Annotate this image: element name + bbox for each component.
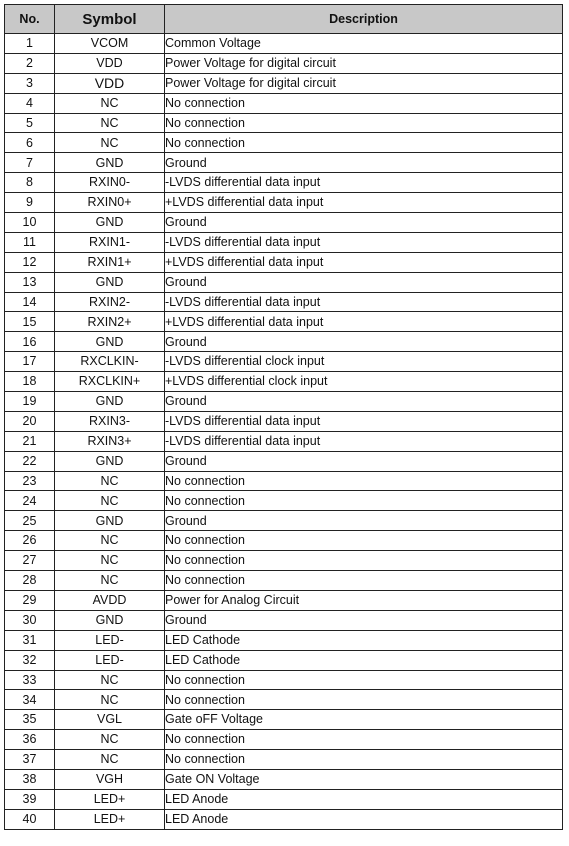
pin-symbol: NC [55,690,165,710]
pin-description: Ground [165,610,563,630]
pin-number: 24 [5,491,55,511]
table-row [5,73,563,93]
pin-number: 17 [5,352,55,372]
pin-symbol: GND [55,272,165,292]
pin-number: 38 [5,769,55,789]
table-row [5,710,563,730]
table-row [5,650,563,670]
pin-symbol: GND [55,213,165,233]
table-row [5,392,563,412]
pin-number: 36 [5,730,55,750]
header-symbol: Symbol [55,5,165,34]
pin-symbol: RXIN2+ [55,312,165,332]
table-row [5,193,563,213]
pin-description: No connection [165,670,563,690]
pin-description: Ground [165,392,563,412]
pin-number: 19 [5,392,55,412]
pin-description: Ground [165,153,563,173]
pin-number: 4 [5,93,55,113]
pin-symbol: VGH [55,769,165,789]
pin-description: No connection [165,750,563,770]
pin-description: No connection [165,491,563,511]
pin-number: 18 [5,372,55,392]
pin-symbol: RXIN0+ [55,193,165,213]
pin-description: Ground [165,213,563,233]
table-row [5,133,563,153]
table-row [5,750,563,770]
pin-description: Ground [165,332,563,352]
pin-symbol: GND [55,610,165,630]
table-row [5,272,563,292]
pin-description: +LVDS differential data input [165,193,563,213]
table-row [5,471,563,491]
table-row [5,610,563,630]
table-row [5,431,563,451]
pin-rows [5,34,563,830]
pin-symbol: RXIN0- [55,173,165,193]
table-row [5,232,563,252]
table-row [5,213,563,233]
table-row [5,292,563,312]
pin-number: 8 [5,173,55,193]
pin-number: 11 [5,232,55,252]
table-row [5,451,563,471]
pin-description: LED Cathode [165,630,563,650]
pin-symbol: VGL [55,710,165,730]
pin-symbol: RXIN1- [55,232,165,252]
table-row [5,551,563,571]
pin-symbol: RXIN3+ [55,431,165,451]
table-row [5,590,563,610]
pin-symbol: LED- [55,630,165,650]
table-row [5,491,563,511]
pin-number: 6 [5,133,55,153]
table-row [5,113,563,133]
pin-number: 2 [5,53,55,73]
pin-description: No connection [165,551,563,571]
pin-description: -LVDS differential data input [165,173,563,193]
pin-number: 33 [5,670,55,690]
pin-number: 40 [5,809,55,829]
pin-symbol: RXCLKIN- [55,352,165,372]
table-row [5,690,563,710]
pin-description: Power Voltage for digital circuit [165,73,563,93]
pin-number: 1 [5,34,55,54]
pin-number: 31 [5,630,55,650]
pin-symbol: LED+ [55,789,165,809]
table-row [5,809,563,829]
pin-symbol: NC [55,113,165,133]
pin-symbol: NC [55,133,165,153]
pin-number: 9 [5,193,55,213]
pin-description: Common Voltage [165,34,563,54]
pin-number: 21 [5,431,55,451]
pin-symbol: GND [55,153,165,173]
table-row [5,53,563,73]
pin-description: -LVDS differential data input [165,292,563,312]
table-row [5,252,563,272]
pin-number: 10 [5,213,55,233]
pin-number: 22 [5,451,55,471]
pin-description: No connection [165,730,563,750]
pin-symbol: RXIN3- [55,411,165,431]
table-row [5,730,563,750]
table-row [5,670,563,690]
table-header-row [5,5,563,34]
table-row [5,531,563,551]
pin-symbol: RXCLKIN+ [55,372,165,392]
pin-symbol: AVDD [55,590,165,610]
pin-description: -LVDS differential data input [165,431,563,451]
pin-number: 25 [5,511,55,531]
table-row [5,153,563,173]
pin-number: 15 [5,312,55,332]
pin-number: 37 [5,750,55,770]
pin-description: No connection [165,113,563,133]
pin-number: 3 [5,73,55,93]
table-row [5,630,563,650]
pin-number: 29 [5,590,55,610]
pin-symbol: NC [55,93,165,113]
header-no: No. [5,5,55,34]
pin-symbol: VCOM [55,34,165,54]
pin-assignment-table [4,4,563,830]
pin-number: 14 [5,292,55,312]
pin-number: 27 [5,551,55,571]
pin-description: No connection [165,531,563,551]
pin-description: -LVDS differential data input [165,232,563,252]
pin-number: 13 [5,272,55,292]
table-row [5,93,563,113]
table-row [5,352,563,372]
pin-description: +LVDS differential data input [165,252,563,272]
pin-number: 26 [5,531,55,551]
pin-symbol: RXIN2- [55,292,165,312]
pin-symbol: NC [55,670,165,690]
table-row [5,372,563,392]
pin-description: Power Voltage for digital circuit [165,53,563,73]
pin-symbol: LED- [55,650,165,670]
pin-symbol: NC [55,750,165,770]
table-row [5,332,563,352]
pin-symbol: NC [55,551,165,571]
header-description: Description [165,5,563,34]
pin-symbol: NC [55,571,165,591]
table-row [5,511,563,531]
pin-description: Ground [165,272,563,292]
pin-description: Power for Analog Circuit [165,590,563,610]
pin-symbol: LED+ [55,809,165,829]
table-row [5,312,563,332]
table-row [5,411,563,431]
pin-symbol: GND [55,451,165,471]
pin-description: Gate ON Voltage [165,769,563,789]
pin-number: 5 [5,113,55,133]
pin-number: 28 [5,571,55,591]
pin-symbol: GND [55,511,165,531]
pin-description: No connection [165,133,563,153]
pin-description: -LVDS differential clock input [165,352,563,372]
pin-symbol: NC [55,471,165,491]
pin-description: No connection [165,471,563,491]
pin-description: +LVDS differential clock input [165,372,563,392]
pin-description: +LVDS differential data input [165,312,563,332]
pin-number: 35 [5,710,55,730]
pin-symbol: VDD [55,53,165,73]
pin-number: 39 [5,789,55,809]
pin-symbol: RXIN1+ [55,252,165,272]
table-row [5,34,563,54]
pin-description: No connection [165,571,563,591]
pin-symbol: NC [55,491,165,511]
table-row [5,769,563,789]
table-row [5,173,563,193]
pin-description: LED Anode [165,789,563,809]
pin-symbol: GND [55,332,165,352]
pin-number: 34 [5,690,55,710]
pin-symbol: NC [55,730,165,750]
pin-number: 20 [5,411,55,431]
table-row [5,571,563,591]
pin-description: No connection [165,93,563,113]
pin-description: -LVDS differential data input [165,411,563,431]
pin-symbol: NC [55,531,165,551]
pin-number: 12 [5,252,55,272]
pin-number: 7 [5,153,55,173]
pin-description: Ground [165,511,563,531]
pin-description: LED Cathode [165,650,563,670]
pin-number: 32 [5,650,55,670]
pin-symbol: GND [55,392,165,412]
pin-description: LED Anode [165,809,563,829]
pin-description: No connection [165,690,563,710]
pin-number: 16 [5,332,55,352]
pin-description: Gate oFF Voltage [165,710,563,730]
pin-symbol: VDD [55,73,165,93]
pin-description: Ground [165,451,563,471]
table-row [5,789,563,809]
pin-number: 30 [5,610,55,630]
pin-number: 23 [5,471,55,491]
